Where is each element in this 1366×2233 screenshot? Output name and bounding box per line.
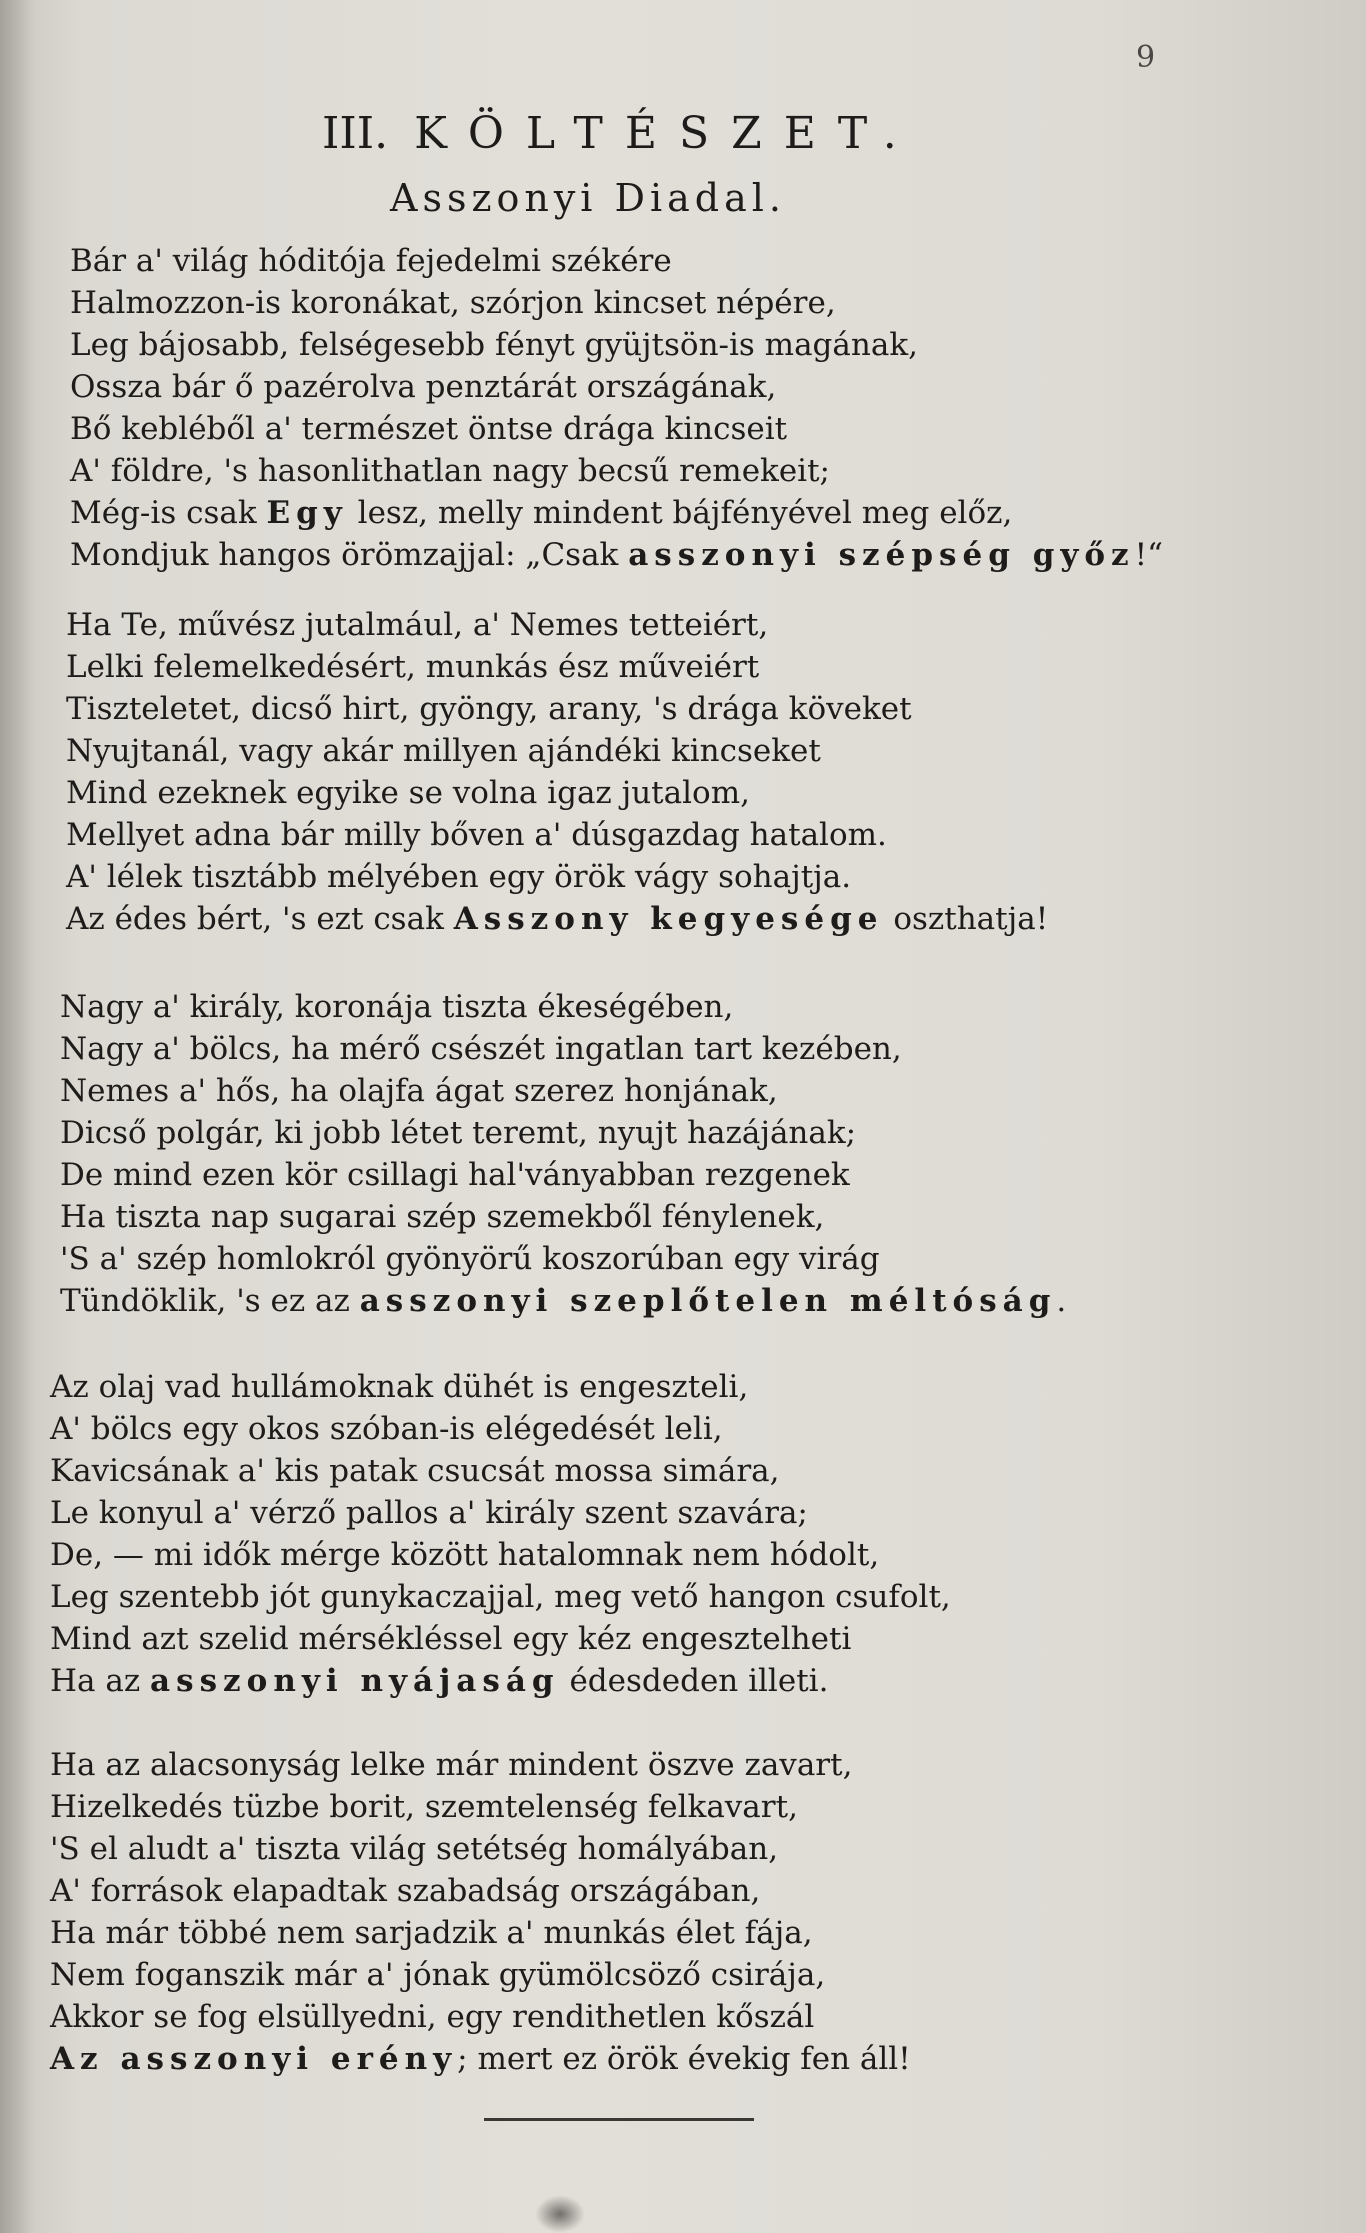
verse-line: Ha tiszta nap sugarai szép szemekből fénylenek, [60, 1199, 825, 1235]
verse-line: Nagy a' bölcs, ha mérő csészét ingatlan tart kezében, [60, 1031, 902, 1067]
verse-line: A' források elapadtak szabadság országában, [50, 1873, 761, 1909]
verse-line: Nagy a' király, koronája tiszta ékeségében, [60, 989, 734, 1025]
verse-line: Lelki felemelkedésért, munkás ész műveiért [66, 649, 760, 685]
page-number: 9 [1136, 40, 1156, 75]
verse-line: Kavicsának a' kis patak csucsát mossa simára, [50, 1453, 780, 1489]
poem-title: Asszonyi Diadal. [390, 176, 787, 220]
verse-line [60, 1280, 1170, 1322]
section-title: KÖLTÉSZET. [414, 108, 919, 159]
verse-line: Hizelkedés tüzbe borit, szemtelenség felkavart, [50, 1789, 798, 1825]
stanza-4 [50, 1366, 1160, 1702]
binding-shadow [0, 0, 34, 2233]
verse-line: De mind ezen kör csillagi hal'ványabban rezgenek [60, 1157, 850, 1193]
verse-text: Mondjuk hangos örömzajjal: „Csak [70, 537, 629, 573]
verse-text: !“ [1134, 537, 1163, 573]
verse-line: Nem foganszik már a' jónak gyümölcsöző csirája, [50, 1957, 826, 1993]
verse-line: Bő kebléből a' természet öntse drága kincseit [70, 411, 788, 447]
verse-line: Mind azt szelid mérsékléssel egy kéz engesztelheti [50, 1621, 852, 1657]
verse-line: 'S a' szép homlokról gyönyörű koszorúban egy virág [60, 1241, 880, 1277]
verse-line: Mellyet adna bár milly bőven a' dúsgazdag hatalom. [66, 817, 887, 853]
verse-line: A' lélek tisztább mélyében egy örök vágy sohajtja. [66, 859, 852, 895]
verse-line: Akkor se fog elsüllyedni, egy rendithetlen kőszál [50, 1999, 815, 2035]
verse-line: Nyujtanál, vagy akár millyen ajándéki kincseket [66, 733, 821, 769]
stanza-2 [66, 604, 1176, 940]
verse-line: Halmozzon-is koronákat, szórjon kincset népére, [70, 285, 836, 321]
verse-line: Leg bájosabb, felségesebb fényt gyüjtsön-is magának, [70, 327, 918, 363]
spaced-emphasis: Az asszonyi erény [50, 2041, 458, 2077]
spaced-emphasis: asszonyi nyájaság [150, 1663, 560, 1699]
verse-line: Nemes a' hős, ha olajfa ágat szerez honjának, [60, 1073, 778, 1109]
verse-text: édesdeden illeti. [559, 1663, 829, 1699]
spaced-emphasis: asszonyi szépség győz [628, 537, 1135, 573]
verse-line: A' földre, 's hasonlithatlan nagy becsű remekeit; [70, 453, 830, 489]
stanza-1 [70, 240, 1180, 576]
verse-line: Le konyul a' vérző pallos a' király szent szavára; [50, 1495, 808, 1531]
verse-line: Ha Te, művész jutalmául, a' Nemes tetteiért, [66, 607, 769, 643]
verse-text: Tündöklik, 's ez az [60, 1283, 360, 1319]
verse-line: Leg szentebb jót gunykaczajjal, meg vető hangon csufolt, [50, 1579, 951, 1615]
spaced-emphasis: Egy [266, 495, 348, 531]
verse-text: Az édes bért, 's ezt csak [66, 901, 454, 937]
verse-line: Bár a' világ hóditója fejedelmi székére [70, 243, 672, 279]
verse-text: lesz, melly mindent bájfényével meg előz, [347, 495, 1013, 531]
verse-line: 'S el aludt a' tiszta világ setétség homályában, [50, 1831, 779, 1867]
stanza-5 [50, 1744, 1160, 2080]
verse-line: A' bölcs egy okos szóban-is elégedését leli, [50, 1411, 723, 1447]
section-number: III. [322, 108, 389, 159]
spaced-emphasis: asszonyi szeplőtelen méltóság [359, 1283, 1057, 1319]
verse-line: Tiszteletet, dicső hirt, gyöngy, arany, 's drága köveket [66, 691, 912, 727]
verse-text: ; mert ez örök évekig fen áll! [457, 2041, 911, 2077]
verse-text: Ha az [50, 1663, 151, 1699]
verse-text: oszthatja! [883, 901, 1049, 937]
verse-line: Mind ezeknek egyike se volna igaz jutalom, [66, 775, 750, 811]
verse-line [50, 2038, 1160, 2080]
verse-line: Dicső polgár, ki jobb létet teremt, nyujt hazájának; [60, 1115, 857, 1151]
verse-line: De, — mi idők mérge között hatalomnak nem hódolt, [50, 1537, 880, 1573]
verse-line: Az olaj vad hullámoknak dühét is engeszteli, [50, 1369, 749, 1405]
verse-line [70, 534, 1180, 576]
verse-text: . [1056, 1283, 1067, 1319]
verse-line: Ha már többé nem sarjadzik a' munkás élet fája, [50, 1915, 813, 1951]
verse-line: Ossza bár ő pazérolva penztárát országának, [70, 369, 777, 405]
verse-line [50, 1660, 1160, 1702]
verse-text: Még-is csak [70, 495, 267, 531]
section-heading [322, 108, 1002, 159]
closing-rule [484, 2118, 754, 2121]
stanza-3 [60, 986, 1170, 1322]
verse-line [66, 898, 1176, 940]
spaced-emphasis: Asszony kegyesége [453, 901, 884, 937]
ink-smudge [535, 2195, 585, 2233]
verse-line: Ha az alacsonyság lelke már mindent öszve zavart, [50, 1747, 853, 1783]
verse-line [70, 492, 1180, 534]
